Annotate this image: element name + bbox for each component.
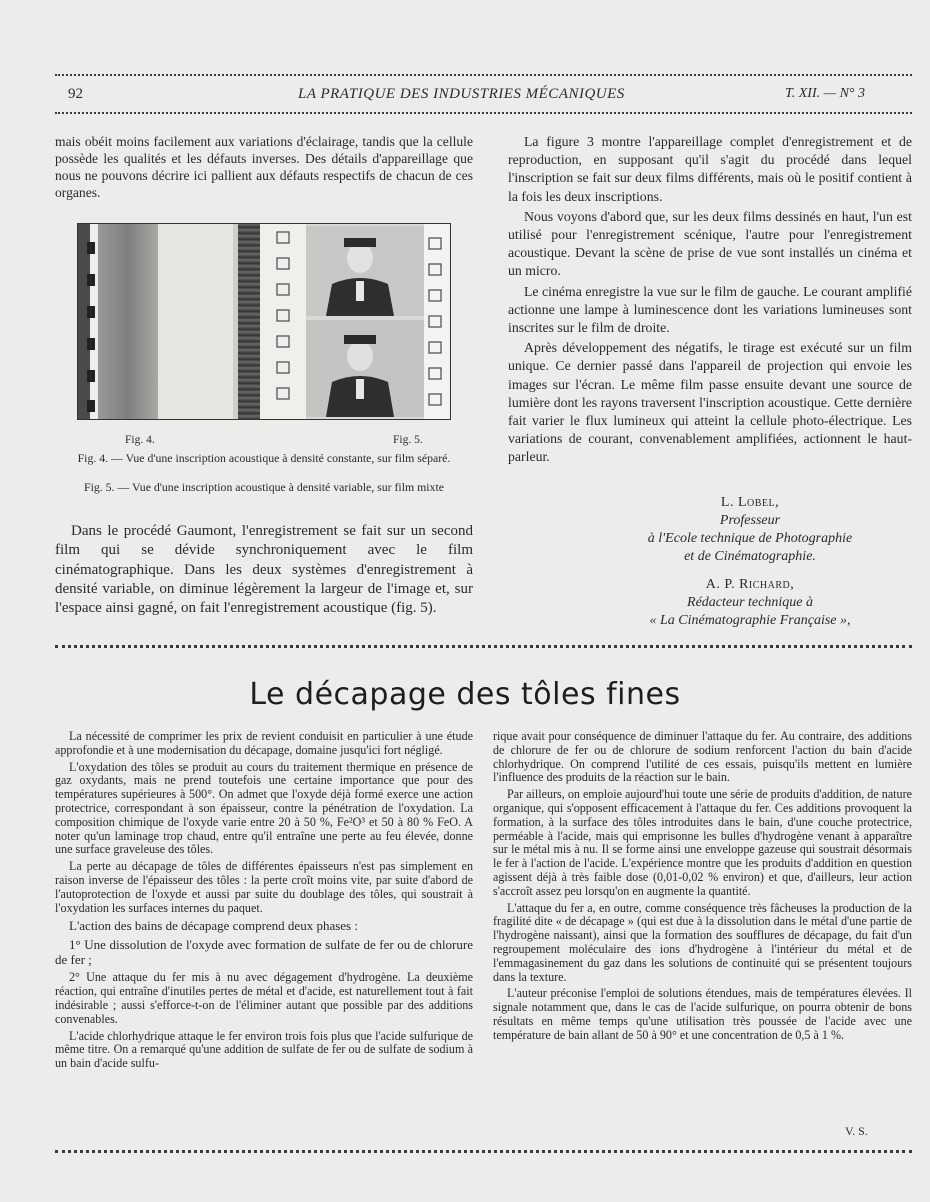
- officer-portrait-icon: [306, 226, 424, 316]
- officer-portrait-icon: [306, 320, 424, 417]
- film-frame-officer-1: [306, 226, 424, 316]
- sound-track-constant-density: [98, 224, 158, 419]
- paragraph: rique avait pour conséquence de diminuer l'attaque du fer. Au contraire, des additions de chlorure de fer ou de chlorure de sodium renforcent l'action du bain d'acide chlorhydrique. On comprend l'utilité de ces essais, puisqu'ils mettent en lumière l'influence des produits de la réaction sur le bain.: [493, 729, 912, 785]
- film-strip-figure: [77, 223, 451, 420]
- fig4-separate-sound-film: [78, 224, 243, 419]
- film-right-margin: [424, 224, 450, 419]
- article1-left-column-top: [55, 133, 473, 201]
- fig4-caption: Fig. 4. — Vue d'une inscription acoustique à densité constante, sur film séparé.: [77, 451, 451, 465]
- paragraph: La nécessité de comprimer les prix de revient conduisit en particulier à une étude approfondie et à une modernisation du décapage, domaine jusqu'ici fort négligé.: [55, 729, 473, 757]
- author-name: L. Lobel,: [720, 495, 780, 510]
- paragraph: Nous voyons d'abord que, sur les deux films dessinés en haut, l'un est utilisé pour l'enregistrement scénique, l'autre pour l'enregistrement acoustique. Devant la scène de prise de vue sont installés un cinéma et un micro.: [508, 208, 912, 279]
- article2-left-column: [55, 730, 473, 1074]
- list-item: 2° Une attaque du fer mis à nu avec dégagement d'hydrogène. La deuxième réaction, qui entraîne d'inutiles pertes de métal et d'acide, est naturellement tout à fait indésirable ; aussi s'efforce-t-on de l'éliminer autant que possible par des additions convenables.: [55, 970, 473, 1026]
- paragraph: L'oxydation des tôles se produit au cours du traitement thermique en présence de gaz oxydants, mais ne prend toutefois une certaine importance que pour des températures supérieures à 500°. On admet que l'oxyde déjà formé exerce une action protectrice, correspondant à son épaisseur, contre la pénétration de l'oxydation. La composition chimique de l'oxyde varie entre 20 à 50 %, Fe²O³ et 50 à 80 % FeO. A noter qu'un laminage trop chaud, entre qu'il entraîne une perte au feu élevée, donne une surface graveleuse des tôles.: [55, 759, 473, 857]
- issue-number: T. XII. — N° 3: [785, 86, 866, 101]
- film-frame-officer-2: [306, 320, 424, 417]
- sprocket-holes-middle-icon: [260, 224, 306, 419]
- paragraph: La perte au décapage de tôles de différentes épaisseurs n'est pas simplement en raison inverse de l'épaisseur des tôles : la perte croît moins vite, par suite d'abord de l'autoprotection de l'oxyde et aussi par suite du doublage des tôles, qui soustrait à l'oxydation les surfaces internes du paquet.: [55, 859, 473, 915]
- fig5-label: Fig. 5.: [393, 434, 423, 446]
- article2-signature: V. S.: [845, 1124, 868, 1138]
- paragraph: La figure 3 montre l'appareillage complet d'enregistrement et de reproduction, en supposant qu'il s'agit du procédé dans lequel l'inscription se fait sur deux films différents, mais où le positif contient à la fois les deux inscriptions.: [508, 134, 912, 204]
- article-title: Le décapage des tôles fines: [249, 677, 681, 712]
- paragraph: L'acide chlorhydrique attaque le fer environ trois fois plus que l'acide sulfurique de même titre. On a remarqué qu'une addition de sulfate de fer ou de sulfate de sodium à un bain d'acide sulfu-: [55, 1028, 473, 1071]
- author-signature-richard: [600, 576, 900, 630]
- author-signature-lobel: [600, 494, 900, 566]
- fig4-label: Fig. 4.: [125, 434, 155, 446]
- paragraph: L'auteur préconise l'emploi de solutions étendues, mais de températures élevées. Il signale notamment que, dans le cas de l'acide sulfurique, on pourra obtenir de bons résultats en même temps qu'une utilisation très poussée de l'acide avec une température de bain allant de 50 à 90° et une concentration de 0,5 à 1 %.: [493, 986, 912, 1042]
- paragraph: Dans le procédé Gaumont, l'enregistrement se fait sur un second film qui se dévide synchroniquement avec le film cinématographique. Dans les deux systèmes d'enregistrement à densité variable, on diminue légèrement la largeur de l'image et, sur l'espace ainsi gagné, on fait l'enregistrement acoustique (fig. 5).: [55, 523, 473, 617]
- author-affiliation: « La Cinématographie Française »,: [649, 613, 851, 628]
- paragraph: Par ailleurs, on emploie aujourd'hui toute une série de produits d'addition, de nature organique, qui s'opposent efficacement à l'attaque du fer. Ces additions provoquent la formation, à la surface des tôles introduites dans le bain, d'une couche protectrice, perméable à l'acide, mais qui emprisonne les bulles d'hydrogène venant à apparaître sur le métal mis à nu. Il se forme ainsi une enveloppe gazeuse qui soustrait désormais le fer à l'action de l'acide. L'expérience montre que les produits d'addition en question agissent déjà à très faible dose (0,01-0,02 % environ) et que, d'ailleurs, leur action s'accroît assez peu lorsqu'on en augmente la quantité.: [493, 787, 912, 898]
- page-number: 92: [68, 86, 83, 102]
- article1-left-column-bottom: [55, 522, 473, 618]
- author-affiliation: et de Cinématographie.: [684, 549, 816, 564]
- running-title: LA PRATIQUE DES INDUSTRIES MÉCANIQUES: [298, 86, 625, 102]
- paragraph: Après développement des négatifs, le tirage est exécuté sur un film unique. Ce dernier passé dans l'appareil de projection qui envoie les images sur l'écran. Le même film passe ensuite devant une source de lumière dont les rayons traversent l'inscription acoustique. Cette dernière fait varier le flux lumineux qui atteint la cellule photo-électrique. Les variations de courant, convenablement amplifiées, actionnent le haut-parleur.: [508, 340, 912, 465]
- article2-right-column: [493, 730, 912, 1046]
- author-affiliation: à l'Ecole technique de Photographie: [647, 531, 853, 546]
- sprocket-holes-left-icon: [86, 224, 96, 419]
- header-top-rule: [55, 74, 912, 76]
- header-bottom-rule: [55, 112, 912, 114]
- section-divider: [55, 645, 912, 648]
- fig5-caption: Fig. 5. — Vue d'une inscription acoustique à densité variable, sur film mixte: [84, 480, 444, 494]
- footer-rule: [55, 1150, 912, 1153]
- author-title: Rédacteur technique à: [687, 595, 813, 610]
- article1-right-column: [508, 133, 912, 469]
- author-name: A. P. Richard,: [705, 577, 795, 592]
- paragraph: L'action des bains de décapage comprend deux phases :: [69, 918, 358, 934]
- fig5-variable-density-track: [238, 224, 260, 419]
- paragraph: mais obéit moins facilement aux variations d'éclairage, tandis que la cellule possède les qualités et les défauts inverses. Des détails d'appareillage que nous ne pouvons décrire ici pallient aux défauts respectifs de chacun de ces organes.: [55, 134, 473, 200]
- author-title: Professeur: [719, 513, 781, 528]
- sprocket-holes-right-icon: [424, 224, 450, 419]
- list-item: 1° Une dissolution de l'oxyde avec formation de sulfate de fer ou de chlorure de fer ;: [55, 937, 473, 968]
- paragraph: Le cinéma enregistre la vue sur le film de gauche. Le courant amplifié actionne une lampe à luminescence dont les variations lumineuses sont inscrites sur le film de droite.: [508, 283, 912, 336]
- paragraph: L'attaque du fer a, en outre, comme conséquence très fâcheuses la production de la fragilité dite « de décapage » (qui est due à la dissolution dans le métal d'une partie de l'hydrogène naissant), ainsi que la formation des soufflures de décapage, du fait d'un regroupement moléculaire des ions d'hydrogène à l'intérieur du métal et de l'emmagasinement du gaz dans les solutions de continuité qui se présentent toujours dans la texture.: [493, 900, 912, 984]
- fig5-film-margin: [260, 224, 306, 419]
